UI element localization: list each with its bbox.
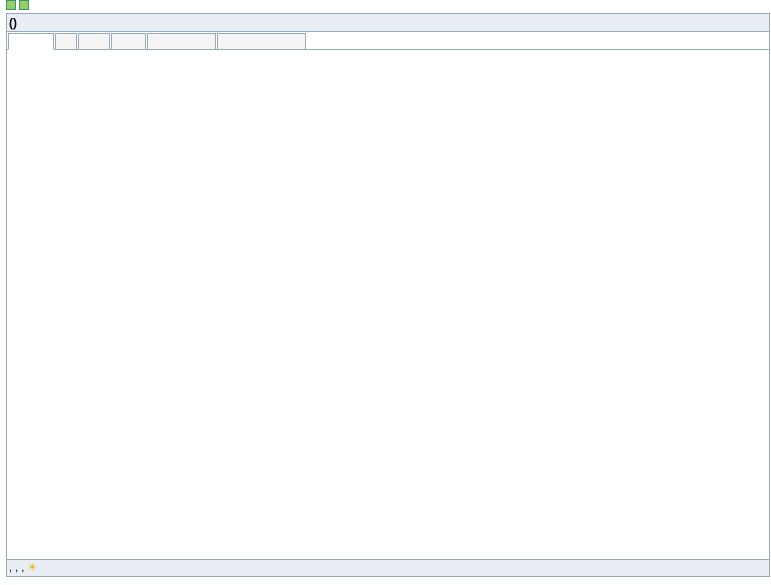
tab-map[interactable]: [111, 33, 146, 50]
wind-icon-2[interactable]: [19, 0, 29, 10]
tab-wind-reports[interactable]: [217, 33, 306, 50]
wind-icon[interactable]: [6, 0, 16, 10]
location-footer: , , , ☀: [7, 559, 769, 576]
top-toolbar-icons: [6, 0, 36, 12]
sun-icon: ☀: [27, 562, 38, 574]
tab-webcams[interactable]: [147, 33, 216, 50]
widget-header: [7, 14, 769, 32]
page-title: (): [9, 16, 17, 30]
tab-2d[interactable]: [78, 33, 110, 50]
tab-bar: [7, 32, 769, 50]
tab-graph[interactable]: [55, 33, 77, 50]
tab-forecast[interactable]: [8, 33, 54, 50]
forecast-widget: [6, 13, 770, 577]
